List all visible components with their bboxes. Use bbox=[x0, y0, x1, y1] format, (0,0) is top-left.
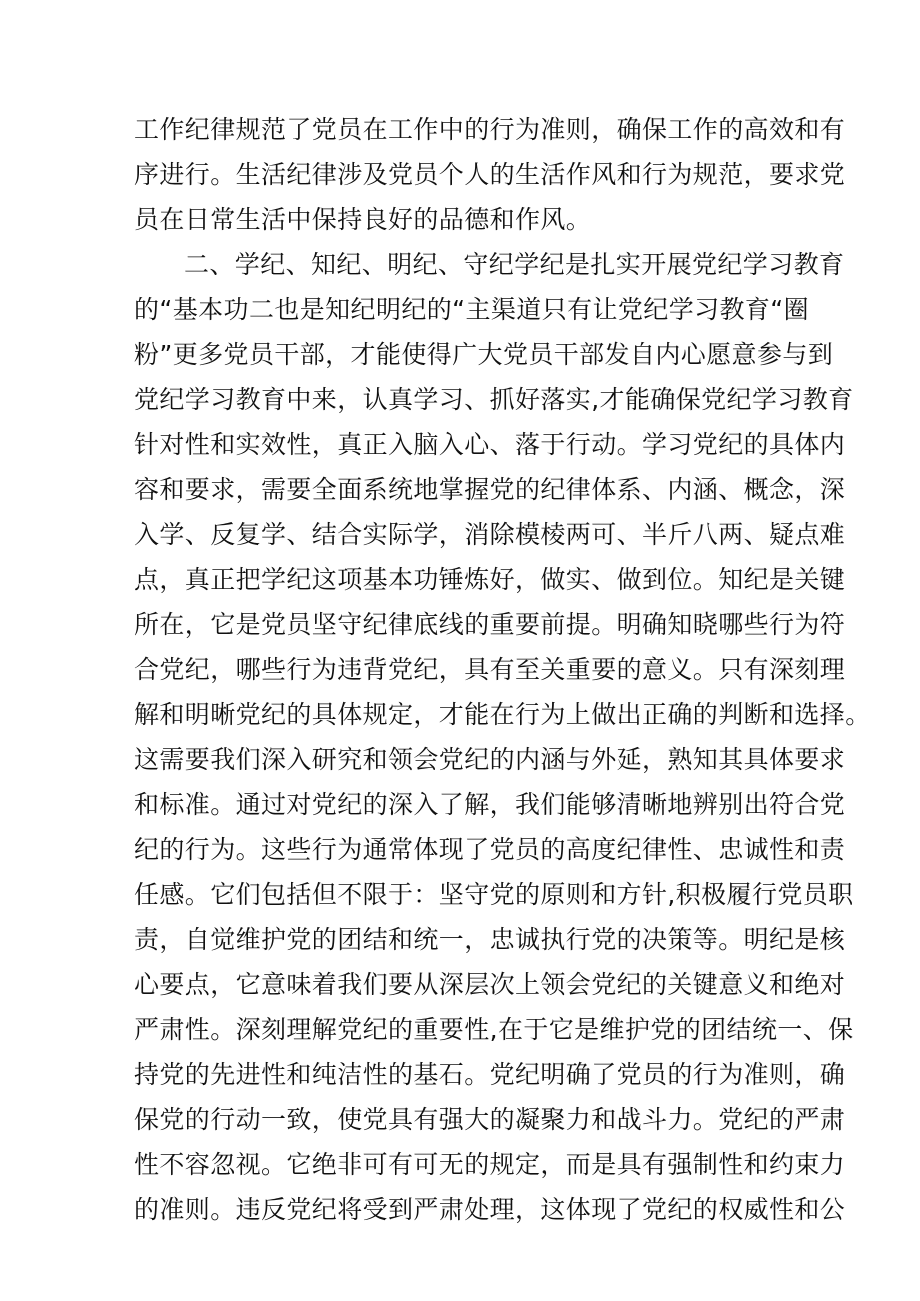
text-line: 纪的行为。这些行为通常体现了党员的高度纪律性、忠诚性和责 bbox=[134, 835, 846, 864]
text-line: 和标准。通过对党纪的深入了解，我们能够清晰地辨别出符合党 bbox=[134, 790, 846, 819]
text-line: 的“基本功二也是知纪明纪的“主渠道只有让党纪学习教育“圈 bbox=[134, 295, 810, 324]
text-line: 容和要求，需要全面系统地掌握党的纪律体系、内涵、概念，深 bbox=[134, 475, 846, 504]
text-line: 点，真正把学纪这项基本功锤炼好，做实、做到位。知纪是关键 bbox=[134, 565, 846, 594]
text-line: 保党的行动一致，使党具有强大的凝聚力和战斗力。党纪的严肃 bbox=[134, 1105, 846, 1134]
text-line: 心要点，它意味着我们要从深层次上领会党纪的关键意义和绝对 bbox=[134, 970, 846, 999]
text-line: 持党的先进性和纯洁性的基石。党纪明确了党员的行为准则，确 bbox=[134, 1060, 846, 1089]
text-line: 这需要我们深入研究和领会党纪的内涵与外延，熟知其具体要求 bbox=[134, 745, 846, 774]
text-line: 党纪学习教育中来，认真学习、抓好落实,才能确保党纪学习教育 bbox=[134, 385, 854, 414]
text-line: 工作纪律规范了党员在工作中的行为准则，确保工作的高效和有 bbox=[134, 115, 846, 144]
text-line: 合党纪，哪些行为违背党纪，具有至关重要的意义。只有深刻理 bbox=[134, 655, 846, 684]
text-line: 入学、反复学、结合实际学，消除模棱两可、半斤八两、疑点难 bbox=[134, 520, 846, 549]
text-line: 序进行。生活纪律涉及党员个人的生活作风和行为规范，要求党 bbox=[134, 160, 846, 189]
text-line: 解和明晰党纪的具体规定，才能在行为上做出正确的判断和选择。 bbox=[134, 700, 871, 729]
text-line: 的准则。违反党纪将受到严肃处理，这体现了党纪的权威性和公 bbox=[134, 1195, 846, 1224]
text-line: 责，自觉维护党的团结和统一，忠诚执行党的决策等。明纪是核 bbox=[134, 925, 846, 954]
text-line: 性不容忽视。它绝非可有可无的规定，而是具有强制性和约束力 bbox=[134, 1150, 846, 1179]
text-line: 任感。它们包括但不限于：坚守党的原则和方针,积极履行党员职 bbox=[134, 880, 854, 909]
text-line: 针对性和实效性，真正入脑入心、落于行动。学习党纪的具体内 bbox=[134, 430, 846, 459]
text-line: 粉”更多党员干部，才能使得广大党员干部发自内心愿意参与到 bbox=[134, 340, 834, 369]
text-line: 严肃性。深刻理解党纪的重要性,在于它是维护党的团结统一、保 bbox=[134, 1015, 854, 1044]
text-line: 员在日常生活中保持良好的品德和作风。 bbox=[134, 205, 592, 234]
text-line: 所在，它是党员坚守纪律底线的重要前提。明确知晓哪些行为符 bbox=[134, 610, 846, 639]
paragraph-first-line: 二、学纪、知纪、明纪、守纪学纪是扎实开展党纪学习教育 bbox=[184, 250, 845, 279]
